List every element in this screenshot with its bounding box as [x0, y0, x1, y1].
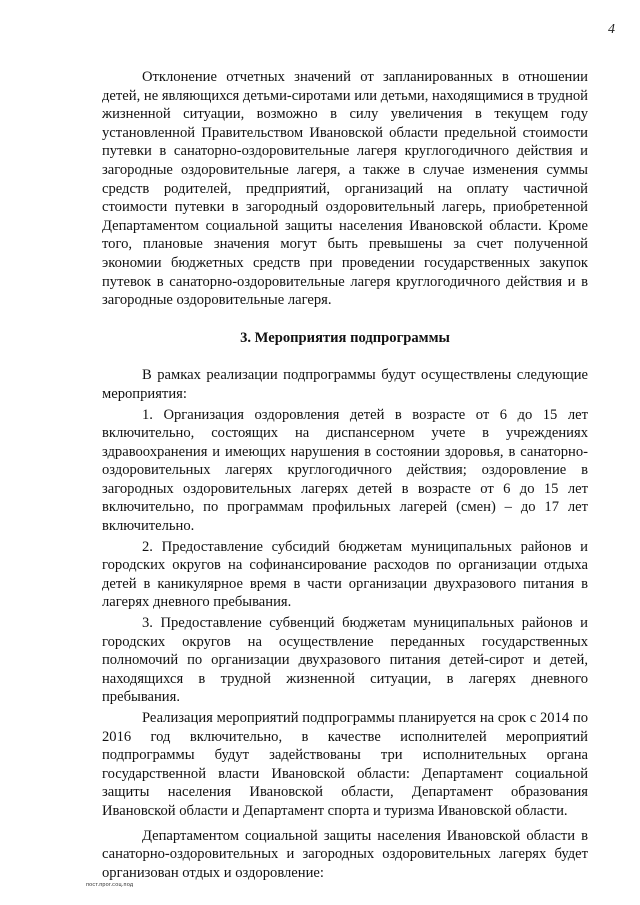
paragraph-final: Департаментом социальной защиты населения Ивановской области в санаторно-оздоровительных и загородных оздоровительных лагерях будет организован отдых и оздоровление:: [102, 827, 588, 881]
paragraph-measures-intro: В рамках реализации подпрограммы будут осуществлены следующие мероприятия:: [102, 367, 588, 402]
paragraph-period: Реализация мероприятий подпрограммы планируется на срок с 2014 по 2016 год включительно, в качестве исполнителей мероприятий подпрограммы будут задействованы три исполнительных органа государственной власти Ивановской области: Департамент социальной защиты населения Ивановской области, Департамент образования Ивановской области и Департамент спорта и туризма Ивановской области.: [102, 710, 588, 819]
footer-filename: пост.прог.соц.под: [86, 882, 134, 888]
document-body: [102, 68, 588, 882]
page-number: 4: [608, 22, 615, 37]
paragraph-intro: Отклонение отчетных значений от запланированных в отношении детей, не являющихся детьми-сиротами или детьми, находящимися в трудной жизненной ситуации, возможно в силу увеличения в текущем году установленной Правительством Ивановской области предельной стоимости путевки в санаторно-оздоровительные лагеря круглогодичного действия и загородные оздоровительные лагеря, а также в случае изменения суммы средств родителей, предприятий, организаций на оплату частичной стоимости путевки в загородный оздоровительный лагерь, приобретенной Департаментом социальной защиты населения Ивановской области. Кроме того, плановые значения могут быть превышены за счет полученной экономии бюджетных средств при проведении государственных закупок путевок в санаторно-оздоровительные лагеря круглогодичного действия и в загородные оздоровительные лагеря.: [102, 69, 588, 309]
measure-1: 1. Организация оздоровления детей в возрасте от 6 до 15 лет включительно, состоящих на диспансерном учете в учреждениях здравоохранения и имеющих нарушения в состоянии здоровья, в санаторно-оздоровительных лагерях круглогодичного действия; оздоровление в загородных оздоровительных лагерях детей в возрасте от 6 до 15 лет включительно, по программам профильных лагерей (смен) – до 17 лет включительно.: [102, 406, 588, 535]
measure-2: 2. Предоставление субсидий бюджетам муниципальных районов и городских округов на софинансирование расходов по организации отдыха детей в каникулярное время в части организации двухразового питания в лагерях дневного пребывания.: [102, 538, 588, 611]
section-title: 3. Мероприятия подпрограммы: [240, 329, 450, 346]
measure-3: 3. Предоставление субвенций бюджетам муниципальных районов и городских округов на осуществление переданных государственных полномочий по организации двухразового питания детей-сирот и детей, находящихся в трудной жизненной ситуации, в лагерях дневного пребывания.: [102, 615, 588, 706]
